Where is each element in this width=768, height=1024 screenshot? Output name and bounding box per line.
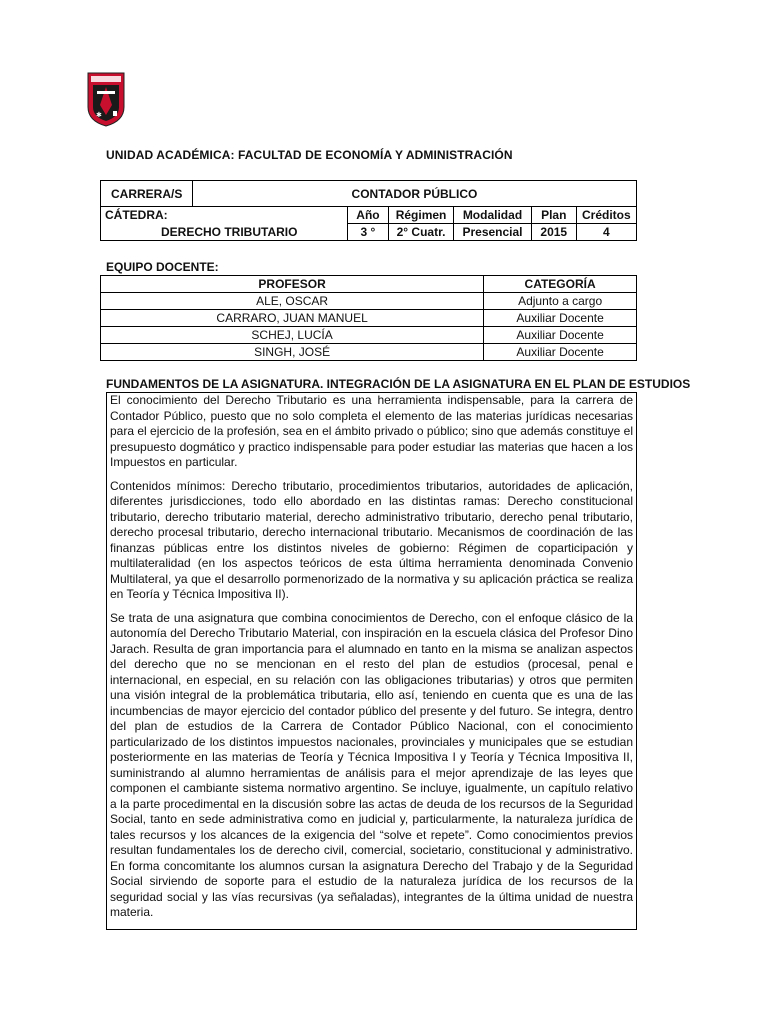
profesor-category: Auxiliar Docente	[484, 310, 637, 327]
plan-value: 2015	[531, 224, 576, 241]
fundamentos-paragraph: Contenidos mínimos: Derecho tributario, procedimientos tributarios, autoridades de aplicación, diferentes jurisdicciones, todo ello abordado en las distintas ramas: Derecho constitucional tributario, derecho tributario material, derecho administrativo tributario, derecho penal tributario, derecho procesal tributario, derecho internacional tributario. Mecanismos de coordinación de las finanzas públicas entre los distintos niveles de gobierno: Régimen de coparticipación y multilateralidad (en los aspectos teóricos de esta última herramienta denominada Convenio Multilateral, ya que el desarrollo pormenorizado de la normativa y su aplicación práctica se realiza en Teoría y Técnica Impositiva II).	[110, 478, 633, 601]
staff-header-row	[101, 276, 637, 293]
table-row	[101, 344, 637, 361]
course-info-table	[100, 180, 637, 241]
table-row	[101, 310, 637, 327]
plan-header: Plan	[531, 207, 576, 224]
carrera-value: CONTADOR PÚBLICO	[192, 181, 636, 207]
profesor-name: CARRARO, JUAN MANUEL	[101, 310, 484, 327]
university-shield-icon	[86, 71, 126, 127]
staff-table	[100, 275, 637, 361]
table-row	[101, 327, 637, 344]
table-row	[101, 293, 637, 310]
modalidad-header: Modalidad	[454, 207, 532, 224]
profesor-name: SCHEJ, LUCÍA	[101, 327, 484, 344]
catedra-value: DERECHO TRIBUTARIO	[101, 224, 348, 241]
profesor-name: SINGH, JOSÉ	[101, 344, 484, 361]
fundamentos-title: FUNDAMENTOS DE LA ASIGNATURA. INTEGRACIÓN DE LA ASIGNATURA EN EL PLAN DE ESTUDIOS	[106, 377, 691, 391]
fundamentos-paragraph: Se trata de una asignatura que combina conocimientos de Derecho, con el enfoque clásico de la autonomía del Derecho Tributario Material, con inspiración en la escuela clásica del Profesor Dino Jarach. Resulta de gran importancia para el alumnado en tanto en la misma se analizan aspectos del derecho que no se mencionan en el resto del plan de estudios (procesal, penal e internacional, en especial, en su relación con las obligaciones tributarias) y otros que permiten una visión integral de la problemática tributaria, ello así, teniendo en cuenta que es una de las incumbencias de mayor ejercicio del contador público del presente y del futuro. Se integra, dentro del plan de estudios de la Carrera de Contador Público Nacional, con el conocimiento particularizado de los distintos impuestos nacionales, provinciales y municipales que se estudian posteriormente en las materias de Teoría y Técnica Impositiva I y Teoría y Técnica Impositiva II, suministrando al alumno herramientas de análisis para el mejor aprendizaje de las leyes que componen el cambiante sistema normativo argentino. Se incluye, igualmente, un capítulo relativo a la parte procedimental en la discusión sobre las actas de deuda de los recursos de la Seguridad Social, tanto en sede administrativa como en judicial y, particularmente, la naturaleza jurídica de tales recursos y los alcances de la exigencia del “solve et repete”. Como conocimientos previos resultan fundamentales los de derecho civil, comercial, societario, constitucional y administrativo. En forma concomitante los alumnos cursan la asignatura Derecho del Trabajo y de la Seguridad Social sirviendo de soporte para el estudio de la naturaleza jurídica de los recursos de la seguridad social y las vías recursivas (ya señaladas), integrantes de la última unidad de nuestra materia.	[110, 610, 633, 919]
modalidad-value: Presencial	[454, 224, 532, 241]
staff-section-label: EQUIPO DOCENTE:	[106, 260, 219, 274]
fundamentos-paragraph: El conocimiento del Derecho Tributario es una herramienta indispensable, para la carrera de Contador Público, puesto que no solo completa el elemento de las materias jurídicas necesarias para el ejercicio de la profesión, sea en el ámbito privado o público; sino que además constituye el presupuesto dogmático y practico indispensable para poder estudiar las materias que hacen a los Impuestos en particular.	[110, 393, 633, 469]
anio-header: Año	[348, 207, 389, 224]
categoria-column-header: CATEGORÍA	[484, 276, 637, 293]
profesor-category: Adjunto a cargo	[484, 293, 637, 310]
regimen-header: Régimen	[388, 207, 453, 224]
fundamentos-box	[106, 392, 637, 930]
svg-text:✱: ✱	[96, 111, 102, 119]
carrera-label: CARRERA/S	[101, 181, 193, 207]
profesor-category: Auxiliar Docente	[484, 344, 637, 361]
creditos-header: Créditos	[576, 207, 636, 224]
profesor-column-header: PROFESOR	[101, 276, 484, 293]
creditos-value: 4	[576, 224, 636, 241]
anio-value: 3 °	[348, 224, 389, 241]
academic-unit-title: UNIDAD ACADÉMICA: FACULTAD DE ECONOMÍA Y ADMINISTRACIÓN	[106, 148, 513, 162]
regimen-value: 2° Cuatr.	[388, 224, 453, 241]
profesor-category: Auxiliar Docente	[484, 327, 637, 344]
catedra-label: CÁTEDRA:	[101, 207, 348, 224]
profesor-name: ALE, OSCAR	[101, 293, 484, 310]
